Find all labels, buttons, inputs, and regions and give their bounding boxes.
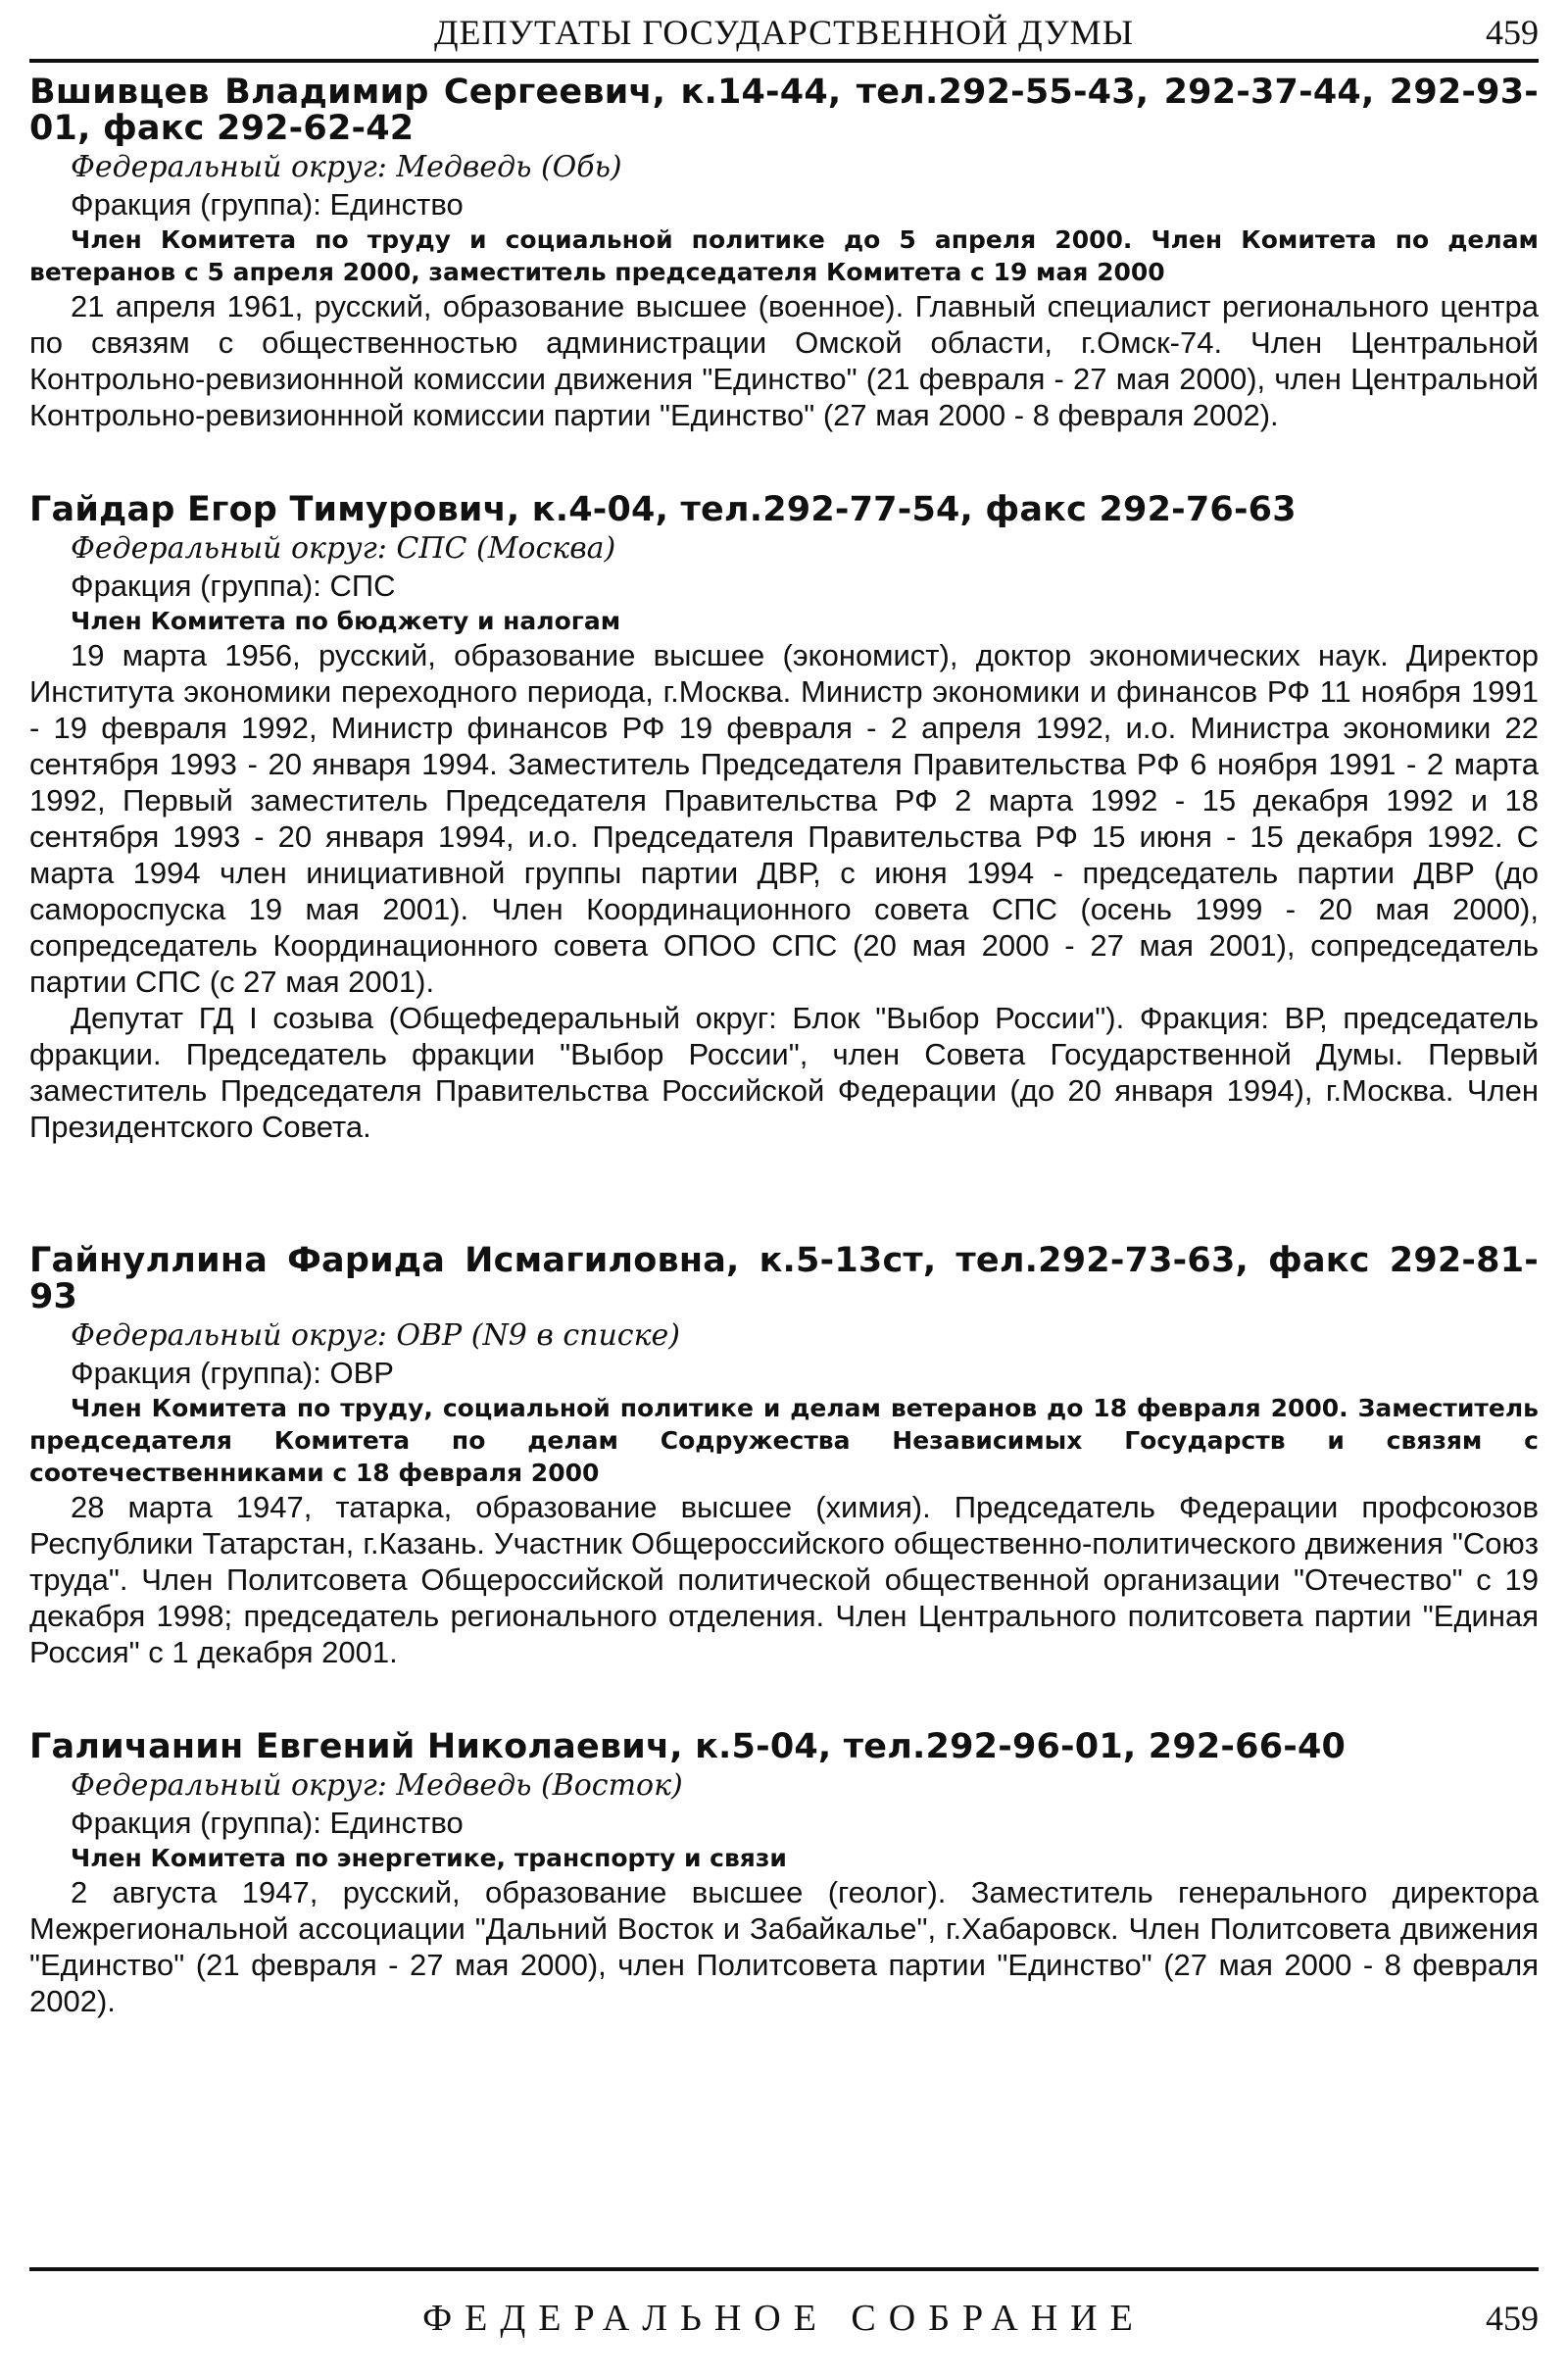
deputy-entry — [29, 492, 1539, 1145]
deputy-entry — [29, 1729, 1539, 2019]
entry-committee: Член Комитета по бюджету и налогам — [71, 607, 621, 635]
entry-district: Федеральный округ: Медведь (Восток) — [71, 1768, 683, 1803]
header-rule — [29, 59, 1539, 63]
entry-heading: Гайнуллина Фарида Исмагиловна, к.5-13ст, тел.292-73-63, факс 292-81-93 — [29, 1241, 1539, 1316]
entries-list — [29, 74, 1539, 2019]
document-page — [29, 0, 1539, 2379]
running-header — [29, 8, 1539, 57]
entry-district: Федеральный округ: СПС (Москва) — [71, 531, 616, 566]
running-footer — [29, 2289, 1539, 2348]
entry-bio: 19 марта 1956, русский, образование высшее (экономист), доктор экономических наук. Директор Института экономики переходного периода, г.Москва. Министр экономики и финансов РФ 11 ноября 1991 - 19 февраля 1992, Министр финансов РФ 19 февраля - 2 апреля 1992, и.о. Министра экономики 22 сентября 1993 - 20 января 1994. Заместитель Председателя Правительства РФ 6 ноября 1991 - 2 марта 1992, Первый заместитель Председателя Правительства РФ 2 марта 1992 - 15 декабря 1992 и 18 сентября 1993 - 20 января 1994, и.о. Председателя Правительства РФ 15 июня - 15 декабря 1992. С марта 1994 член инициативной группы партии ДВР, с июня 1994 - председатель партии ДВР (до самороспуска 19 мая 2001). Член Координационного совета СПС (осень 1999 - 20 мая 2000), сопредседатель Координационного совета ОПОО СПС (20 мая 2000 - 27 мая 2001), сопредседатель партии СПС (с 27 мая 2001). — [29, 638, 1539, 999]
deputy-entry — [29, 74, 1539, 433]
entry-heading: Галичанин Евгений Николаевич, к.5-04, тел.292-96-01, 292-66-40 — [29, 1727, 1347, 1766]
entry-district: Федеральный округ: Медведь (Обь) — [71, 150, 622, 184]
entry-faction: Фракция (группа): Единство — [71, 1806, 464, 1840]
footer-rule — [29, 2267, 1539, 2271]
entry-bio: 21 апреля 1961, русский, образование высшее (военное). Главный специалист регионального центра по связям с общественностью администрации Омской области, г.Омск-74. Член Центральной Контрольно-ревизионнной комиссии движения "Единство" (21 февраля - 27 мая 2000), член Центральной Контрольно-ревизионнной комиссии партии "Единство" (27 мая 2000 - 8 февраля 2002). — [29, 289, 1539, 432]
entry-committee: Член Комитета по труду, социальной политике и делам ветеранов до 18 февраля 2000. Заместитель председателя Комитета по делам Содружества Независимых Государств и связям с соотечественниками с 18 февраля 2000 — [29, 1394, 1539, 1487]
entry-bio: Депутат ГД I созыва (Общефедеральный округ: Блок "Выбор России"). Фракция: ВР, председатель фракции. Председатель фракции "Выбор России", член Совета Государственной Думы. Первый заместитель Председателя Правительства Российской Федерации (до 20 января 1994), г.Москва. Член Президентского Совета. — [29, 1001, 1539, 1144]
entry-district: Федеральный округ: ОВР (N9 в списке) — [71, 1318, 680, 1353]
entry-faction: Фракция (группа): ОВР — [71, 1356, 394, 1390]
entry-faction: Фракция (группа): Единство — [71, 187, 464, 222]
entry-committee: Член Комитета по труду и социальной политике до 5 апреля 2000. Член Комитета по делам ветеранов с 5 апреля 2000, заместитель председателя Комитета с 19 мая 2000 — [29, 225, 1539, 286]
entry-committee: Член Комитета по энергетике, транспорту и связи — [71, 1844, 787, 1872]
page-number-bottom: 459 — [1486, 2299, 1539, 2338]
deputy-entry — [29, 1243, 1539, 1670]
entry-faction: Фракция (группа): СПС — [71, 569, 396, 603]
page-number-top: 459 — [1486, 13, 1539, 52]
running-header-title: ДЕПУТАТЫ ГОСУДАРСТВЕННОЙ ДУМЫ — [433, 13, 1135, 52]
running-footer-title: ФЕДЕРАЛЬНОЕ СОБРАНИЕ — [422, 2298, 1146, 2339]
entry-bio: 28 марта 1947, татарка, образование высшее (химия). Председатель Федерации профсоюзов Республики Татарстан, г.Казань. Участник Общероссийского общественно-политического движения "Союз труда". Член Политсовета Общероссийской политической общественной организации "Отечество" с 19 декабря 1998; председатель регионального отделения. Член Центрального политсовета партии "Единая Россия" с 1 декабря 2001. — [29, 1490, 1539, 1669]
entry-heading: Вшивцев Владимир Сергеевич, к.14-44, тел.292-55-43, 292-37-44, 292-93-01, факс 292-62-42 — [29, 73, 1539, 148]
entry-bio: 2 августа 1947, русский, образование высшее (геолог). Заместитель генерального директора Межрегиональной ассоциации "Дальний Восток и Забайкалье", г.Хабаровск. Член Политсовета движения "Единство" (21 февраля - 27 мая 2000), член Политсовета партии "Единство" (27 мая 2000 - 8 февраля 2002). — [29, 1875, 1539, 2018]
entry-heading: Гайдар Егор Тимурович, к.4-04, тел.292-77-54, факс 292-76-63 — [29, 490, 1297, 529]
